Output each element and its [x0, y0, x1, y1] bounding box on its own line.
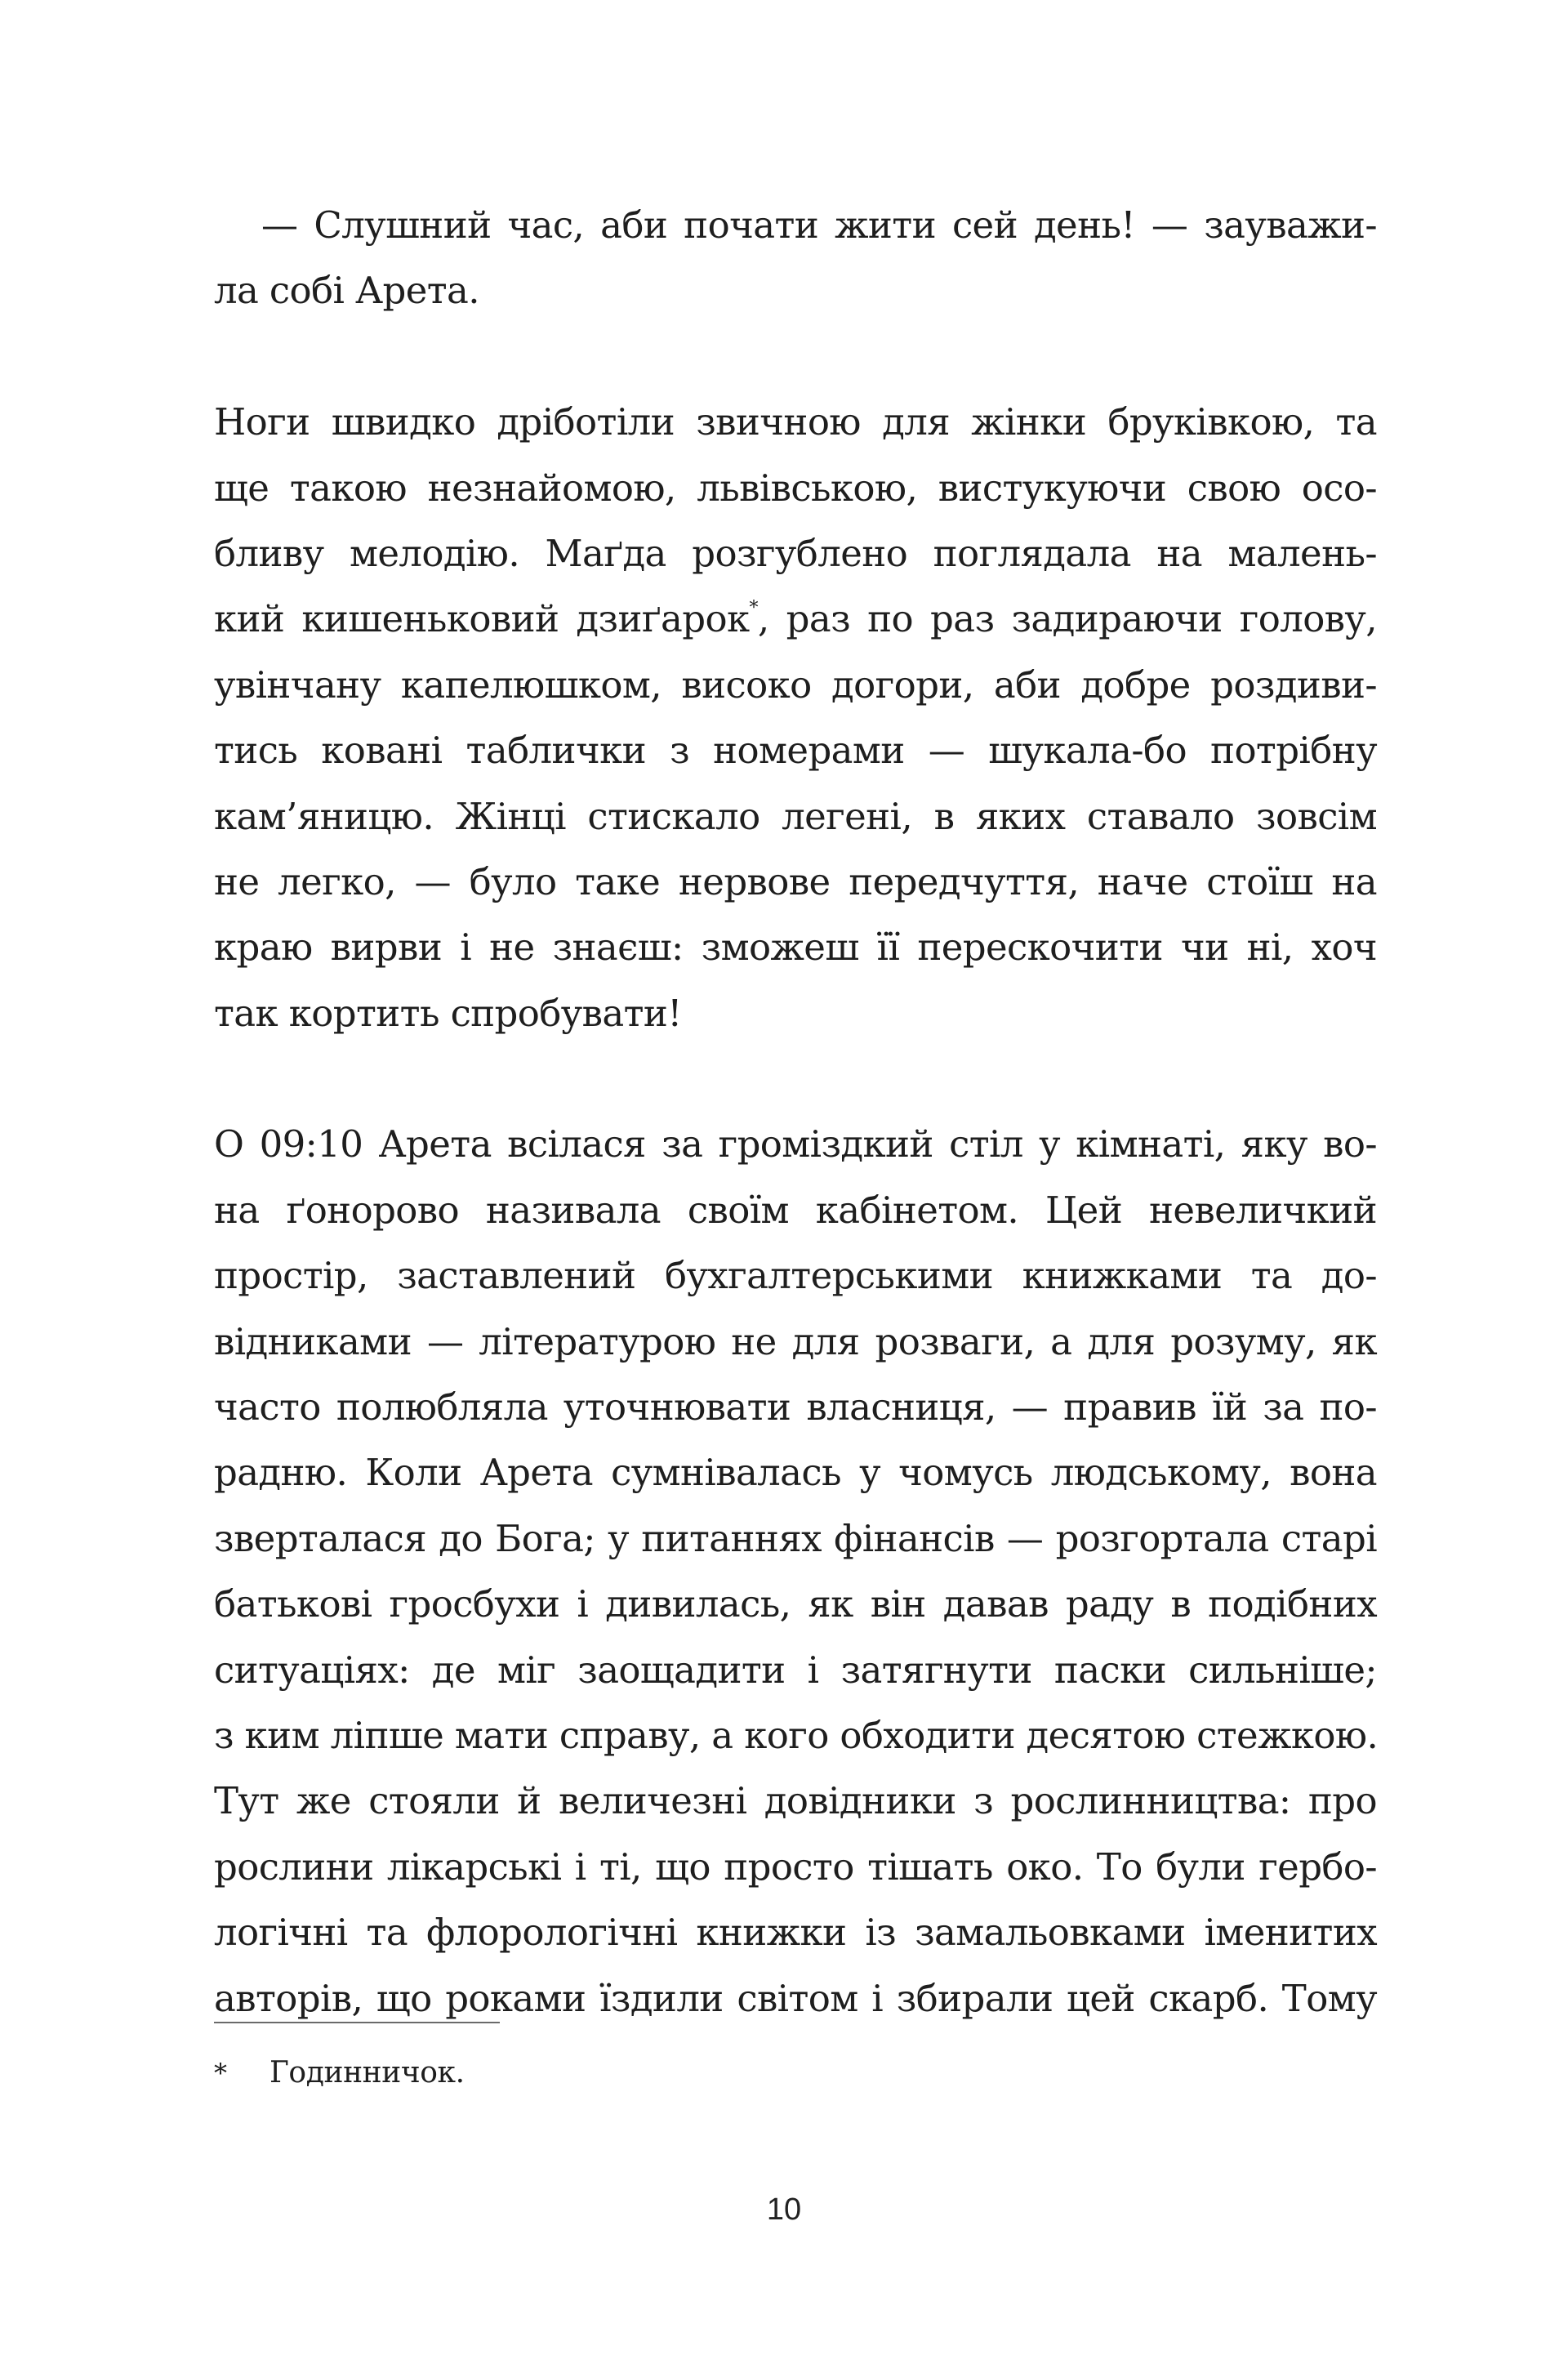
text-line: авторів, що роками їздили світом і збирали цей скарб. Тому [214, 1976, 1377, 2020]
paragraph-street [214, 390, 1377, 1046]
footnote [214, 2049, 465, 2098]
text-line: простір, заставлений бухгалтерськими книжками та до- [214, 1254, 1377, 1298]
text-line: радню. Коли Арета сумнівалась у чомусь людському, вона [214, 1451, 1377, 1495]
text-line: увінчану капелюшком, високо догори, аби добре роздиви- [214, 662, 1377, 707]
paragraph-dialogue [214, 193, 1377, 324]
text-line: зверталася до Бога; у питаннях фінансів — розгортала старі [214, 1516, 1377, 1560]
text-line: не легко, — було таке нервове передчуття, наче стоїш на [214, 859, 1377, 903]
text-line: О 09:10 Арета всілася за громіздкий стіл у кімнаті, яку во- [214, 1122, 1377, 1166]
text-line: бливу мелодію. Маґда розгублено поглядала на малень- [214, 531, 1377, 575]
text-line: з ким ліпше мати справу, а кого обходити десятою стежкою. [214, 1713, 1379, 1757]
text-line: батькові гросбухи і дивилась, як він давав раду в подібних [214, 1582, 1377, 1626]
text-line: так кортить спробувати! [214, 991, 682, 1035]
text-line: рослини лікарські і ті, що просто тішать око. То були гербо- [214, 1844, 1377, 1889]
footnote-reference[interactable]: * [749, 598, 758, 619]
paragraph-office [214, 1112, 1377, 2031]
page-number: 10 [766, 2192, 802, 2227]
footnote-divider [214, 2022, 500, 2023]
text-line: — Слушний час, аби почати жити сей день! — зауважи- [261, 203, 1377, 247]
text-line: відниками — літературою не для розваги, а для розуму, як [214, 1319, 1377, 1363]
text-line-with-footnote [214, 587, 1377, 652]
text-line: часто полюбляла уточнювати власниця, — правив їй за по- [214, 1385, 1377, 1430]
text-line: ще такою незнайомою, львівською, вистукуючи свою осо- [214, 466, 1377, 510]
text-segment: кий кишеньковий дзиґарок [214, 597, 750, 641]
text-line: на ґонорово називала своїм кабінетом. Цей невеличкий [214, 1188, 1377, 1232]
text-line: тись ковані таблички з номерами — шукала-бо потрібну [214, 729, 1377, 773]
text-line: Ноги швидко дріботіли звичною для жінки бруківкою, та [214, 400, 1377, 444]
text-line: Тут же стояли й величезні довідники з рослинництва: про [214, 1779, 1377, 1823]
text-segment: , раз по раз задираючи голову, [757, 597, 1377, 641]
footnote-marker: * [214, 2058, 227, 2089]
body-text [214, 193, 1377, 2032]
text-line: кам’яницю. Жінці стискало легені, в яких ставало зовсім [214, 794, 1377, 838]
text-line: ситуаціях: де міг заощадити і затягнути паски сильніше; [214, 1648, 1377, 1692]
text-line: логічні та флорологічні книжки із замальовками іменитих [214, 1911, 1377, 1955]
text-line: ла собі Арета. [214, 269, 479, 313]
text-line: краю вирви і не знаєш: зможеш її перескочити чи ні, хоч [214, 925, 1377, 970]
footnote-text: Годинничок. [270, 2056, 465, 2090]
